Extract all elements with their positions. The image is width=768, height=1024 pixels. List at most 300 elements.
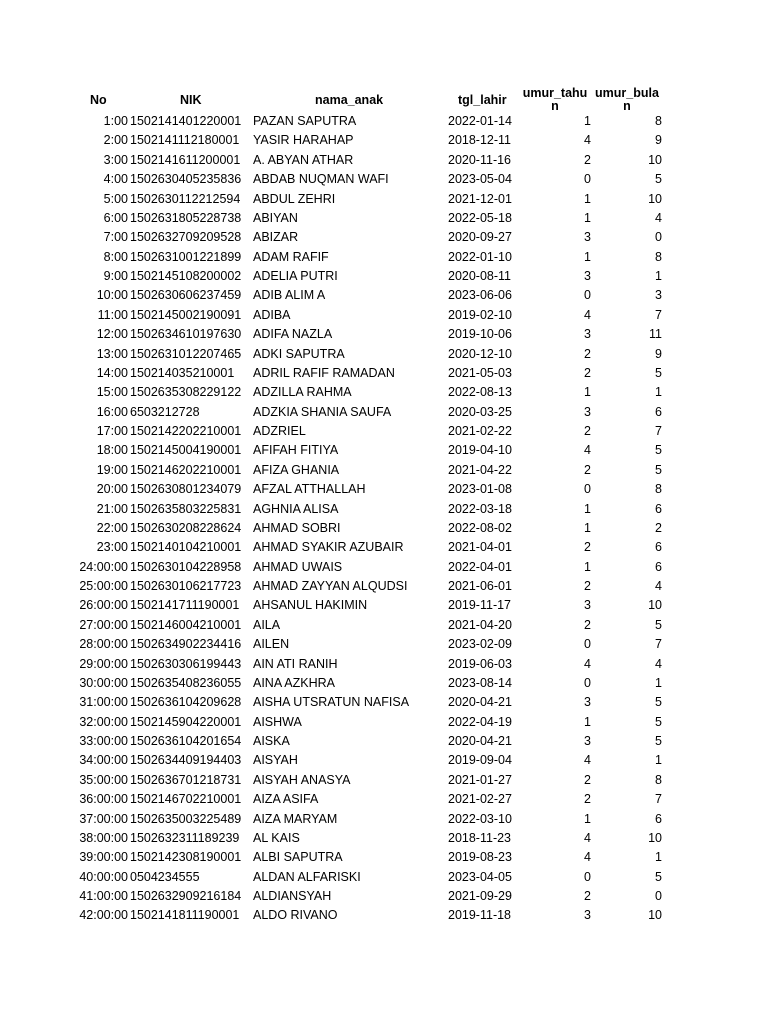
table-row [0, 558, 768, 577]
cell-no: 23:00 [96, 540, 128, 555]
cell-umur-tahun: 3 [584, 404, 591, 419]
cell-nama-anak: ADKI SAPUTRA [253, 346, 345, 361]
cell-umur-bulan: 5 [655, 695, 662, 710]
cell-nik: 1502632909216184 [130, 889, 242, 903]
cell-umur-tahun: 4 [584, 307, 591, 322]
cell-tgl-lahir: 2020-03-25 [448, 404, 512, 419]
table-row [0, 306, 768, 325]
table-row [0, 441, 768, 460]
cell-nama-anak: AL KAIS [253, 830, 300, 845]
table-row [0, 790, 768, 809]
cell-nama-anak: ADRIL RAFIF RAMADAN [253, 365, 395, 380]
cell-tgl-lahir: 2019-08-23 [448, 850, 512, 865]
cell-nama-anak: ADIFA NAZLA [253, 327, 333, 342]
cell-nik: 1502635803225831 [130, 501, 242, 516]
cell-umur-bulan: 10 [648, 191, 662, 206]
cell-umur-bulan: 10 [648, 152, 662, 167]
cell-umur-bulan: 5 [655, 365, 662, 380]
header-umur-tahun-line1: umur_tahu [522, 86, 588, 100]
cell-umur-tahun: 2 [584, 792, 591, 807]
cell-umur-tahun: 1 [584, 520, 591, 535]
cell-nik: 1502145904220001 [130, 714, 242, 729]
table-row [0, 848, 768, 867]
cell-tgl-lahir: 2019-06-03 [448, 656, 512, 671]
cell-tgl-lahir: 2021-02-27 [448, 792, 512, 807]
cell-no: 3:00 [103, 152, 128, 167]
cell-no: 33:00:00 [79, 734, 128, 748]
cell-tgl-lahir: 2021-05-03 [448, 365, 512, 380]
cell-nik: 0504234555 [130, 869, 200, 884]
cell-no: 29:00:00 [79, 656, 128, 671]
cell-tgl-lahir: 2019-11-18 [448, 908, 512, 923]
cell-umur-bulan: 6 [655, 540, 662, 555]
cell-nama-anak: AFIFAH FITIYA [253, 443, 339, 458]
cell-nama-anak: AHMAD SYAKIR AZUBAIR [253, 540, 404, 555]
cell-no: 4:00 [103, 172, 128, 187]
table-row [0, 771, 768, 790]
table-row [0, 151, 768, 170]
cell-umur-bulan: 5 [655, 734, 662, 748]
cell-tgl-lahir: 2018-12-11 [448, 133, 512, 148]
cell-nik: 1502632709209528 [130, 230, 242, 245]
cell-umur-bulan: 7 [655, 637, 662, 652]
cell-nik: 1502146004210001 [130, 617, 242, 632]
cell-tgl-lahir: 2020-11-16 [448, 152, 512, 167]
cell-umur-tahun: 4 [584, 656, 591, 671]
table-row [0, 538, 768, 557]
cell-umur-bulan: 8 [655, 249, 662, 264]
cell-tgl-lahir: 2021-04-20 [448, 617, 512, 632]
cell-nama-anak: YASIR HARAHAP [253, 133, 354, 148]
table-row [0, 325, 768, 344]
cell-umur-tahun: 2 [584, 772, 591, 787]
cell-nama-anak: A. ABYAN ATHAR [253, 152, 354, 167]
cell-nama-anak: ADIB ALIM A [253, 288, 326, 303]
cell-tgl-lahir: 2021-06-01 [448, 579, 512, 593]
cell-umur-tahun: 1 [584, 385, 591, 400]
cell-nik: 1502636701218731 [130, 772, 242, 787]
cell-nik: 1502636104209628 [130, 695, 242, 710]
table-row [0, 829, 768, 848]
header-umur-bulan-line1: umur_bula [595, 86, 659, 100]
cell-nama-anak: ADELIA PUTRI [253, 269, 338, 283]
cell-umur-tahun: 1 [584, 501, 591, 516]
table-row [0, 810, 768, 829]
cell-tgl-lahir: 2023-05-04 [448, 172, 512, 187]
cell-umur-bulan: 5 [655, 443, 662, 458]
cell-no: 37:00:00 [79, 811, 128, 826]
cell-umur-bulan: 3 [655, 288, 662, 303]
table-row [0, 519, 768, 538]
cell-tgl-lahir: 2020-04-21 [448, 695, 512, 710]
cell-nik: 1502636104201654 [130, 734, 242, 748]
cell-nama-anak: AIZA ASIFA [253, 792, 319, 807]
cell-umur-tahun: 2 [584, 365, 591, 380]
cell-no: 42:00:00 [79, 908, 128, 923]
cell-nik: 1502140104210001 [130, 540, 242, 555]
cell-umur-tahun: 3 [584, 908, 591, 923]
cell-no: 13:00 [96, 346, 128, 361]
cell-nik: 1502142308190001 [130, 850, 242, 865]
cell-no: 18:00 [96, 443, 128, 458]
cell-umur-tahun: 3 [584, 598, 591, 613]
cell-tgl-lahir: 2023-02-09 [448, 637, 512, 652]
table-row [0, 868, 768, 887]
cell-no: 28:00:00 [79, 637, 128, 652]
cell-umur-tahun: 2 [584, 462, 591, 477]
cell-nik: 1502630106217723 [130, 579, 242, 593]
cell-no: 31:00:00 [79, 695, 128, 710]
cell-umur-tahun: 4 [584, 850, 591, 865]
cell-umur-tahun: 0 [584, 482, 591, 497]
cell-nama-anak: AFZAL ATTHALLAH [253, 482, 366, 497]
table-row [0, 112, 768, 131]
cell-umur-tahun: 1 [584, 191, 591, 206]
cell-umur-tahun: 1 [584, 714, 591, 729]
cell-nama-anak: AISYAH [253, 753, 298, 768]
cell-tgl-lahir: 2023-04-05 [448, 869, 512, 884]
cell-umur-bulan: 6 [655, 559, 662, 574]
cell-nik: 1502635408236055 [130, 675, 242, 690]
cell-tgl-lahir: 2020-08-11 [448, 269, 512, 283]
cell-nama-anak: ABIYAN [253, 210, 298, 225]
cell-nik: 1502630112212594 [130, 191, 241, 206]
cell-umur-bulan: 1 [655, 850, 662, 865]
table-row [0, 577, 768, 596]
cell-no: 6:00 [103, 210, 128, 225]
cell-umur-tahun: 3 [584, 327, 591, 342]
cell-umur-tahun: 2 [584, 579, 591, 593]
header-umur-bulan-line2: n [623, 99, 631, 113]
table-row [0, 364, 768, 383]
cell-nama-anak: AIZA MARYAM [253, 811, 338, 826]
header-nama-anak: nama_anak [315, 93, 384, 107]
cell-umur-tahun: 0 [584, 675, 591, 690]
cell-no: 39:00:00 [79, 850, 128, 865]
cell-nama-anak: ABDAB NUQMAN WAFI [253, 172, 389, 187]
cell-no: 17:00 [96, 424, 128, 438]
cell-umur-tahun: 2 [584, 889, 591, 903]
cell-umur-bulan: 4 [655, 579, 662, 593]
cell-umur-tahun: 2 [584, 424, 591, 438]
cell-nama-anak: AISHWA [253, 714, 302, 729]
cell-nik: 1502141611200001 [130, 152, 241, 167]
cell-nik: 1502631001221899 [130, 249, 242, 264]
cell-umur-bulan: 10 [648, 598, 662, 613]
cell-umur-tahun: 0 [584, 288, 591, 303]
cell-tgl-lahir: 2020-04-21 [448, 734, 512, 748]
cell-nama-anak: AILEN [253, 637, 290, 652]
cell-nik: 1502145004190001 [130, 443, 242, 458]
cell-no: 20:00 [96, 482, 128, 497]
table-row [0, 209, 768, 228]
cell-nik: 6503212728 [130, 404, 200, 419]
header-umur-tahun [520, 87, 590, 113]
cell-no: 1:00 [103, 114, 128, 128]
cell-tgl-lahir: 2021-04-01 [448, 540, 512, 555]
cell-umur-tahun: 2 [584, 617, 591, 632]
cell-no: 7:00 [103, 230, 128, 245]
cell-no: 16:00 [96, 404, 128, 419]
cell-no: 22:00 [96, 520, 128, 535]
cell-tgl-lahir: 2022-01-10 [448, 249, 512, 264]
cell-nama-anak: ADZILLA RAHMA [253, 385, 352, 400]
cell-umur-tahun: 3 [584, 269, 591, 283]
cell-umur-tahun: 2 [584, 540, 591, 555]
table-row [0, 674, 768, 693]
cell-nama-anak: AFIZA GHANIA [253, 462, 340, 477]
cell-umur-bulan: 1 [655, 753, 662, 768]
cell-umur-bulan: 5 [655, 869, 662, 884]
cell-umur-tahun: 4 [584, 830, 591, 845]
cell-tgl-lahir: 2022-04-01 [448, 559, 512, 574]
cell-tgl-lahir: 2021-02-22 [448, 424, 512, 438]
cell-nama-anak: AHSANUL HAKIMIN [253, 598, 368, 613]
header-umur-tahun-line2: n [551, 99, 559, 113]
cell-nama-anak: ALDO RIVANO [253, 908, 338, 923]
header-umur-bulan [592, 87, 662, 113]
cell-no: 2:00 [103, 133, 128, 148]
cell-tgl-lahir: 2022-03-10 [448, 811, 512, 826]
cell-no: 10:00 [96, 288, 128, 303]
cell-nik: 1502141811190001 [130, 908, 240, 923]
cell-no: 19:00 [96, 462, 128, 477]
cell-umur-tahun: 3 [584, 230, 591, 245]
cell-nik: 1502141711190001 [130, 598, 240, 613]
cell-nama-anak: AHMAD ZAYYAN ALQUDSI [253, 579, 408, 593]
cell-tgl-lahir: 2021-04-22 [448, 462, 512, 477]
cell-nik: 1502141112180001 [130, 133, 240, 148]
cell-no: 25:00:00 [79, 579, 128, 593]
cell-umur-tahun: 2 [584, 346, 591, 361]
table-row [0, 131, 768, 150]
table-row [0, 751, 768, 770]
cell-umur-bulan: 8 [655, 482, 662, 497]
cell-nama-anak: AGHNIA ALISA [253, 501, 339, 516]
cell-nik: 1502630306199443 [130, 656, 242, 671]
cell-no: 12:00 [96, 327, 128, 342]
cell-tgl-lahir: 2023-06-06 [448, 288, 512, 303]
cell-no: 8:00 [103, 249, 128, 264]
table-row [0, 906, 768, 925]
cell-no: 41:00:00 [79, 889, 128, 903]
cell-tgl-lahir: 2019-04-10 [448, 443, 512, 458]
cell-no: 32:00:00 [79, 714, 128, 729]
cell-umur-bulan: 6 [655, 811, 662, 826]
cell-tgl-lahir: 2022-08-02 [448, 520, 512, 535]
cell-nik: 1502142202210001 [130, 424, 242, 438]
cell-nik: 1502635003225489 [130, 811, 242, 826]
data-rows [0, 112, 768, 926]
cell-umur-bulan: 5 [655, 462, 662, 477]
table-row [0, 635, 768, 654]
table-row [0, 190, 768, 209]
table-row [0, 732, 768, 751]
cell-nama-anak: ADIBA [253, 307, 291, 322]
cell-umur-bulan: 7 [655, 424, 662, 438]
cell-umur-tahun: 3 [584, 734, 591, 748]
cell-nik: 1502631012207465 [130, 346, 242, 361]
cell-tgl-lahir: 2023-08-14 [448, 675, 512, 690]
cell-no: 9:00 [103, 269, 128, 283]
cell-tgl-lahir: 2022-08-13 [448, 385, 512, 400]
header-no: No [90, 93, 107, 107]
cell-nama-anak: AISHA UTSRATUN NAFISA [253, 695, 410, 710]
cell-no: 40:00:00 [79, 869, 128, 884]
cell-tgl-lahir: 2019-02-10 [448, 307, 512, 322]
table-row [0, 480, 768, 499]
table-row [0, 383, 768, 402]
cell-umur-bulan: 8 [655, 772, 662, 787]
cell-umur-bulan: 9 [655, 133, 662, 148]
cell-umur-bulan: 7 [655, 307, 662, 322]
cell-umur-bulan: 4 [655, 210, 662, 225]
cell-nama-anak: ALDIANSYAH [253, 889, 332, 903]
cell-nik: 1502630801234079 [130, 482, 242, 497]
cell-nik: 1502634409194403 [130, 753, 242, 768]
table-row [0, 248, 768, 267]
cell-umur-bulan: 1 [655, 269, 662, 283]
cell-tgl-lahir: 2019-09-04 [448, 753, 512, 768]
cell-no: 34:00:00 [79, 753, 128, 768]
cell-umur-bulan: 5 [655, 714, 662, 729]
table-row [0, 500, 768, 519]
cell-umur-bulan: 6 [655, 404, 662, 419]
cell-no: 15:00 [96, 385, 128, 400]
cell-umur-tahun: 4 [584, 443, 591, 458]
table-row [0, 693, 768, 712]
cell-no: 21:00 [96, 501, 128, 516]
cell-tgl-lahir: 2022-01-14 [448, 114, 512, 128]
table-row [0, 887, 768, 906]
cell-nik: 1502632311189239 [130, 830, 240, 845]
cell-tgl-lahir: 2022-05-18 [448, 210, 512, 225]
cell-no: 26:00:00 [79, 598, 128, 613]
cell-no: 5:00 [103, 191, 128, 206]
cell-nama-anak: AIN ATI RANIH [253, 656, 338, 671]
cell-umur-tahun: 1 [584, 811, 591, 826]
cell-umur-tahun: 0 [584, 869, 591, 884]
table-row [0, 461, 768, 480]
cell-umur-tahun: 1 [584, 249, 591, 264]
cell-tgl-lahir: 2022-04-19 [448, 714, 512, 729]
cell-nik: 1502141401220001 [130, 114, 242, 128]
cell-nama-anak: PAZAN SAPUTRA [253, 114, 357, 128]
cell-nama-anak: ADZKIA SHANIA SAUFA [253, 404, 392, 419]
cell-umur-tahun: 0 [584, 637, 591, 652]
cell-nik: 1502630104228958 [130, 559, 242, 574]
cell-umur-bulan: 7 [655, 792, 662, 807]
cell-nama-anak: ABIZAR [253, 230, 299, 245]
cell-nama-anak: AHMAD UWAIS [253, 559, 343, 574]
table-row [0, 422, 768, 441]
cell-tgl-lahir: 2019-11-17 [448, 598, 512, 613]
table-row [0, 267, 768, 286]
cell-nik: 1502631805228738 [130, 210, 242, 225]
cell-umur-bulan: 10 [648, 830, 662, 845]
cell-nama-anak: ALBI SAPUTRA [253, 850, 343, 865]
cell-umur-bulan: 0 [655, 230, 662, 245]
cell-nik: 1502635308229122 [130, 385, 242, 400]
header-tgl-lahir: tgl_lahir [458, 93, 507, 107]
table-row [0, 655, 768, 674]
cell-nama-anak: AISKA [253, 734, 290, 748]
cell-tgl-lahir: 2023-01-08 [448, 482, 512, 497]
cell-nik: 1502145108200002 [130, 269, 242, 283]
cell-umur-tahun: 1 [584, 559, 591, 574]
cell-umur-tahun: 0 [584, 172, 591, 187]
cell-no: 14:00 [96, 365, 128, 380]
table-row [0, 616, 768, 635]
cell-no: 30:00:00 [79, 675, 128, 690]
cell-umur-bulan: 9 [655, 346, 662, 361]
cell-nik: 1502630405235836 [130, 172, 242, 187]
cell-umur-bulan: 4 [655, 656, 662, 671]
cell-umur-bulan: 11 [649, 327, 662, 342]
cell-no: 27:00:00 [79, 617, 128, 632]
cell-nik: 1502146702210001 [130, 792, 242, 807]
cell-nama-anak: ADAM RAFIF [253, 249, 329, 264]
cell-tgl-lahir: 2019-10-06 [448, 327, 512, 342]
cell-umur-bulan: 1 [655, 675, 662, 690]
table-row [0, 170, 768, 189]
cell-no: 38:00:00 [79, 830, 128, 845]
cell-tgl-lahir: 2021-09-29 [448, 889, 512, 903]
cell-tgl-lahir: 2021-01-27 [448, 772, 512, 787]
cell-nik: 1502634610197630 [130, 327, 242, 342]
cell-umur-tahun: 4 [584, 753, 591, 768]
cell-tgl-lahir: 2020-09-27 [448, 230, 512, 245]
cell-nama-anak: AISYAH ANASYA [253, 772, 351, 787]
cell-nik: 1502146202210001 [130, 462, 242, 477]
cell-no: 35:00:00 [79, 772, 128, 787]
cell-umur-bulan: 5 [655, 172, 662, 187]
header-nik: NIK [180, 93, 202, 107]
cell-no: 36:00:00 [79, 792, 128, 807]
table-row [0, 286, 768, 305]
cell-nama-anak: ADZRIEL [253, 424, 306, 438]
table-row [0, 596, 768, 615]
cell-tgl-lahir: 2021-12-01 [448, 191, 512, 206]
cell-nama-anak: ABDUL ZEHRI [253, 191, 336, 206]
cell-umur-bulan: 10 [648, 908, 662, 923]
cell-nik: 1502630208228624 [130, 520, 242, 535]
cell-tgl-lahir: 2022-03-18 [448, 501, 512, 516]
cell-nik: 1502630606237459 [130, 288, 242, 303]
cell-nama-anak: ALDAN ALFARISKI [253, 869, 361, 884]
cell-umur-tahun: 3 [584, 695, 591, 710]
table-row [0, 713, 768, 732]
cell-umur-tahun: 1 [584, 210, 591, 225]
cell-umur-tahun: 1 [584, 114, 591, 128]
cell-tgl-lahir: 2020-12-10 [448, 346, 512, 361]
cell-umur-tahun: 2 [584, 152, 591, 167]
cell-umur-bulan: 8 [655, 114, 662, 128]
table-row [0, 228, 768, 247]
cell-umur-bulan: 6 [655, 501, 662, 516]
cell-nik: 150214035210001 [130, 365, 235, 380]
cell-umur-bulan: 5 [655, 617, 662, 632]
cell-umur-bulan: 0 [655, 889, 662, 903]
table-row [0, 403, 768, 422]
cell-nama-anak: AILA [253, 617, 281, 632]
cell-nama-anak: AHMAD SOBRI [253, 520, 341, 535]
cell-nama-anak: AINA AZKHRA [253, 675, 335, 690]
cell-nik: 1502145002190091 [130, 307, 242, 322]
cell-umur-tahun: 4 [584, 133, 591, 148]
cell-umur-bulan: 1 [655, 385, 662, 400]
cell-nik: 1502634902234416 [130, 637, 242, 652]
